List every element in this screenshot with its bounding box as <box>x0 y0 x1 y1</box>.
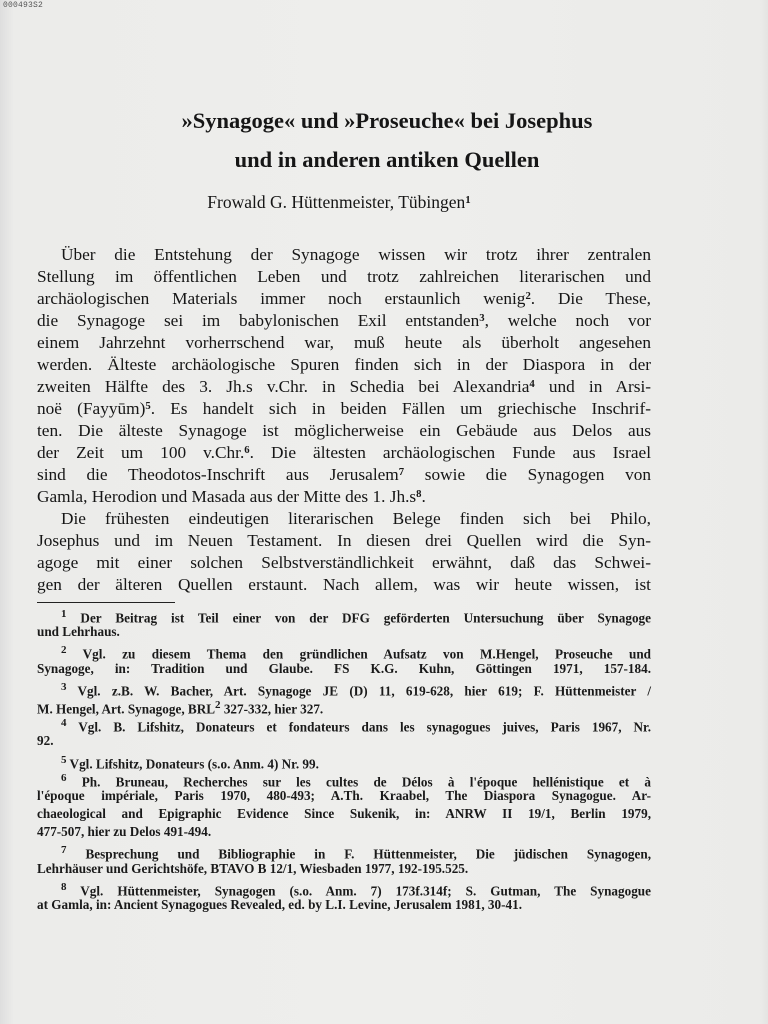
footnote-number: 6 <box>61 771 67 784</box>
footnotes <box>37 605 651 914</box>
author-name: Frowald G. Hüttenmeister, Tübingen <box>207 192 466 212</box>
footnote-ref: 4 <box>529 378 535 391</box>
footnote-inline-sup: 2 <box>215 698 221 711</box>
footnote-line: $^7$ Besprechung und Bibliographie in F. Hüttenmeister, Die jüdischen Synagogen, <box>61 844 651 862</box>
body-line: der Zeit um 100 v.Chr.$^6$. Die ältesten archäologischen Funde aus Israel <box>37 443 651 462</box>
footnote-ref: 3 <box>479 312 485 325</box>
body-line: Josephus und im Neuen Testament. In diesen drei Quellen wird die Syn- <box>37 531 651 550</box>
body-line: Die frühesten eindeutigen literarischen Belege finden sich bei Philo, <box>61 509 651 528</box>
footnote-number: 1 <box>61 608 67 620</box>
footnote-line: chaeological and Epigraphic Evidence Since Sukenik, in: ANRW II 19/1, Berlin 1979, <box>37 806 651 822</box>
body-line: agoge mit einer solchen Selbstverständlichkeit erwähnt, daß das Schwei- <box>37 553 651 572</box>
footnote-number: 2 <box>61 644 67 657</box>
footnote-line: und Lehrhaus. <box>37 624 120 640</box>
article-title-line-2: und in anderen antiken Quellen <box>234 147 540 172</box>
footnote-line: $^4$ Vgl. B. Lifshitz, Donateurs et fondateurs dans les synagogues juives, Paris 1967, Nr. <box>61 717 651 735</box>
body-line: zweiten Hälfte des 3. Jh.s v.Chr. in Schedia bei Alexandria$^4$ und in Arsi- <box>37 377 652 396</box>
body-line: ten. Die älteste Synagoge ist möglicherweise ein Gebäude aus Delos aus <box>37 421 651 440</box>
footnote-line: Synagoge, in: Tradition und Glaube. FS K.G. Kuhn, Göttingen 1971, 157-184. <box>37 660 651 676</box>
footnote-number: 5 <box>61 753 67 766</box>
body-line: sind die Theodotos-Inschrift aus Jerusalem$^7$ sowie die Synagogen von <box>37 465 651 484</box>
footnote-line: 92. <box>37 733 54 749</box>
footnote-line: l'époque impériale, Paris 1970, 480-493; A.Th. Kraabel, The Diaspora Synagogue. Ar- <box>37 787 651 803</box>
body-line: Stellung im öffentlichen Leben und trotz zahlreichen literarischen und <box>37 267 651 286</box>
body-line: Gamla, Herodion und Masada aus der Mitte des 1. $Jh.s^8$. <box>37 487 426 506</box>
footnote-line: $^1$ Der Beitrag ist Teil einer von der DFG geförderten Untersuchung über Synagoge <box>61 608 651 626</box>
footnote-ref: 2 <box>525 290 531 303</box>
footnote-line: 477-507, hier zu Delos 491-494. <box>37 824 212 840</box>
footnote-line: $^2$ Vgl. zu diesem Thema den gründlichen Aufsatz von M.Hengel, Proseuche und <box>61 644 651 662</box>
footnote-number: 4 <box>61 717 67 730</box>
footnote-ref: 5 <box>145 400 151 413</box>
footnote-ref: 6 <box>244 444 250 457</box>
footnote-line: $^5$ Vgl. Lifshitz, Donateurs (s.o. Anm. 4) Nr. 99. <box>61 753 319 771</box>
body-line: gen der älteren Quellen erstaunt. Nach allem, was wir heute wissen, ist <box>37 575 651 594</box>
body-line: Über die Entstehung der Synagoge wissen wir trotz ihrer zentralen <box>61 245 651 264</box>
footnote-number: 3 <box>61 680 67 693</box>
footnote-line: $^6$ Ph. Bruneau, Recherches sur les cultes de Délos à l'époque hellénistique et à <box>61 771 651 790</box>
footnote-ref: 8 <box>416 488 422 501</box>
footnote-line: M. Hengel, Art. Synagoge, BRL$^2$ 327-332, hier 327. <box>37 698 324 717</box>
footnote-separator <box>37 602 175 603</box>
body-line: einem Jahrzehnt vorherrschend war, muß heute als überholt angesehen <box>37 333 651 352</box>
footnote-line: $^3$ Vgl. z.B. W. Bacher, Art. Synagoge JE (D) 11, 619-628, hier 619; F. Hüttenmeister / <box>61 680 651 699</box>
footnote-number: 7 <box>61 844 67 857</box>
body-line: die Synagoge sei im babylonischen Exil entstanden$^3$, welche noch vor <box>37 311 651 330</box>
article-title-line-1: »Synagoge« und »Proseuche« bei Josephus <box>181 108 593 133</box>
footnote-line: $^8$ Vgl. Hüttenmeister, Synagogen (s.o. Anm. 7) 173f.314f; S. Gutman, The Synagogue <box>61 880 651 899</box>
body-text <box>37 244 651 596</box>
body-line: archäologischen Materials immer noch erstaunlich wenig$^2$. Die These, <box>37 289 651 308</box>
scan-identifier: 000493S2 <box>3 1 44 10</box>
footnote-line: Lehrhäuser und Gerichtshöfe, BTAVO B 12/1, Wiesbaden 1977, 192-195.525. <box>37 860 469 876</box>
footnote-number: 8 <box>61 880 67 893</box>
footnote-line: at Gamla, in: Ancient Synagogues Revealed, ed. by L.I. Levine, Jerusalem 1981, 30-41. <box>37 897 523 912</box>
author-footnote-ref: 1 <box>465 194 471 207</box>
body-line: werden. Älteste archäologische Spuren finden sich in der Diaspora in der <box>37 355 651 374</box>
author-line <box>0 192 678 213</box>
footnote-ref: 7 <box>398 466 405 479</box>
body-line: noë (Fayyūm)$^5$. Es handelt sich in beiden Fällen um griechische Inschrif- <box>37 399 651 418</box>
